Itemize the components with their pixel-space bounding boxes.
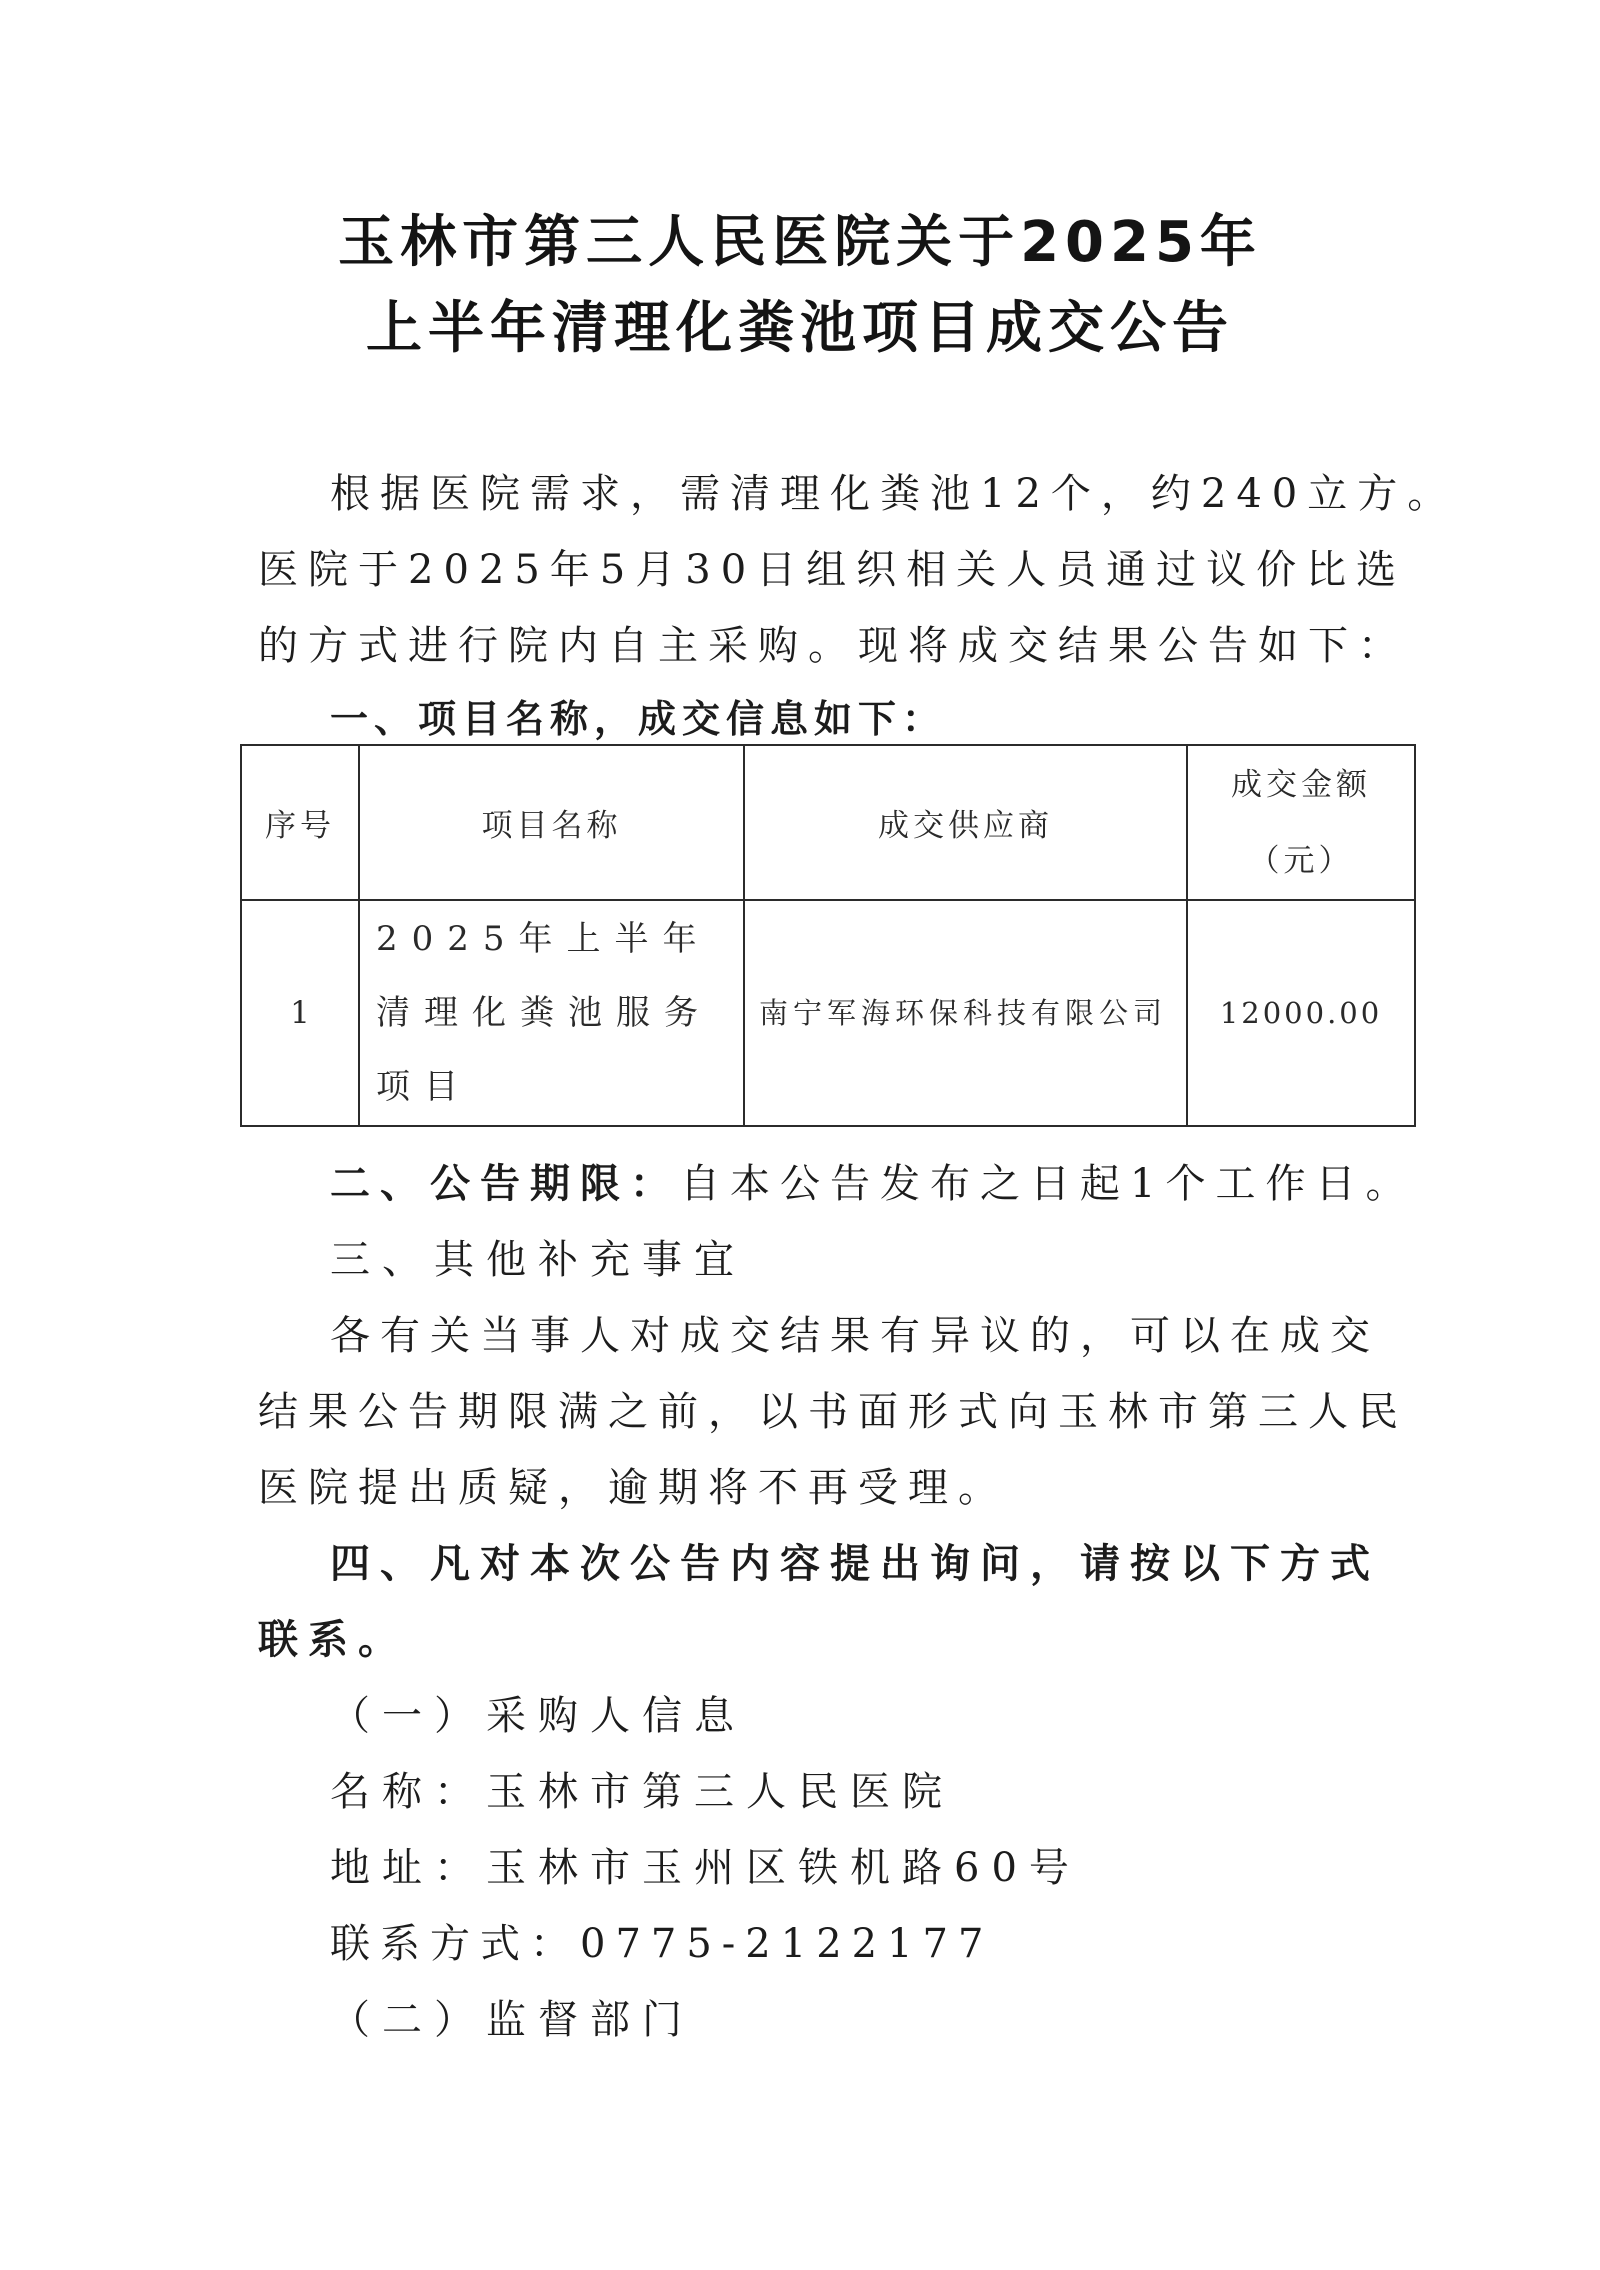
section-4-line-1: 四、凡对本次公告内容提出询问，请按以下方式 [330, 1541, 1380, 1587]
header-amount-label: 成交金额 [1231, 766, 1371, 803]
purchaser-name: 名称：玉林市第三人民医院 [330, 1769, 954, 1815]
row-supplier: 南宁军海环保科技有限公司 [744, 900, 1187, 1126]
section-2-heading: 二、公告期限： [330, 1161, 680, 1207]
header-project-name: 项目名称 [359, 745, 744, 900]
section-2-line [330, 1152, 1415, 1209]
supervision-heading: （二）监督部门 [330, 1997, 694, 2043]
intro-line-3: 的方式进行院内自主采购。现将成交结果公告如下： [258, 623, 1408, 669]
purchaser-heading: （一）采购人信息 [330, 1693, 746, 1739]
table-header-row [241, 745, 1415, 900]
intro-line-2: 医院于2025年5月30日组织相关人员通过议价比选 [258, 547, 1407, 593]
section-3-heading: 三、其他补充事宜 [330, 1237, 746, 1283]
header-amount [1187, 745, 1415, 900]
section-1-heading: 一、项目名称，成交信息如下： [330, 697, 947, 741]
row-amount: 12000.00 [1187, 900, 1415, 1126]
intro-line-1: 根据医院需求，需清理化粪池12个，约240立方。 [330, 471, 1458, 517]
row-seq: 1 [241, 900, 359, 1126]
table-row [241, 900, 1415, 1126]
section-3-line-3: 医院提出质疑，逾期将不再受理。 [258, 1465, 1008, 1511]
purchaser-contact: 联系方式：0775-2122177 [330, 1921, 994, 1967]
purchaser-address: 地址：玉林市玉州区铁机路60号 [330, 1845, 1081, 1891]
section-2-text: 自本公告发布之日起1个工作日。 [680, 1161, 1416, 1207]
header-supplier: 成交供应商 [744, 745, 1187, 900]
row-project-name: 2025年上半年清理化粪池服务项目 [359, 900, 744, 1126]
header-amount-unit: （元） [1248, 842, 1354, 879]
section-3-line-1: 各有关当事人对成交结果有异议的，可以在成交 [330, 1313, 1380, 1359]
header-seq: 序号 [241, 745, 359, 900]
section-4-line-2: 联系。 [258, 1617, 408, 1663]
page-title-line-1: 玉林市第三人民医院关于2025年 [338, 210, 1262, 275]
section-3-line-2: 结果公告期限满之前，以书面形式向玉林市第三人民 [258, 1389, 1408, 1435]
page-title-line-2: 上半年清理化粪池项目成交公告 [366, 296, 1234, 361]
deal-info-table [240, 744, 1416, 1127]
